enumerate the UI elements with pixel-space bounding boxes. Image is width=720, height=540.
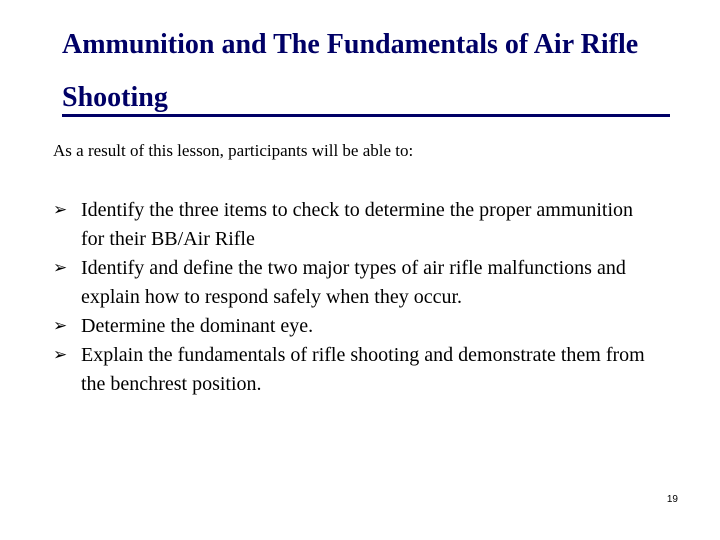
objective-item (53, 196, 653, 254)
objective-text: Identify the three items to check to determine the proper ammunition for their BB/Air Rifle (81, 199, 634, 250)
page-number: 19 (666, 494, 678, 505)
objective-text: Explain the fundamentals of rifle shooting and demonstrate them from the benchrest position. (81, 344, 645, 395)
arrow-bullet-icon: ➢ (53, 258, 68, 278)
title-underline (62, 114, 670, 117)
objective-item (53, 312, 653, 341)
arrow-bullet-icon: ➢ (53, 316, 68, 336)
objective-text: Identify and define the two major types of air rifle malfunctions and explain how to respond safely when they occur. (81, 257, 626, 308)
slide-title: Ammunition and The Fundamentals of Air Rifle Shooting (62, 29, 639, 113)
arrow-bullet-icon: ➢ (53, 345, 68, 365)
arrow-bullet-icon: ➢ (53, 200, 68, 220)
intro-text: As a result of this lesson, participants will be able to: (53, 141, 414, 160)
objective-item (53, 254, 653, 312)
objective-text: Determine the dominant eye. (81, 315, 314, 337)
objective-item (53, 341, 653, 399)
objectives-list (53, 196, 653, 399)
